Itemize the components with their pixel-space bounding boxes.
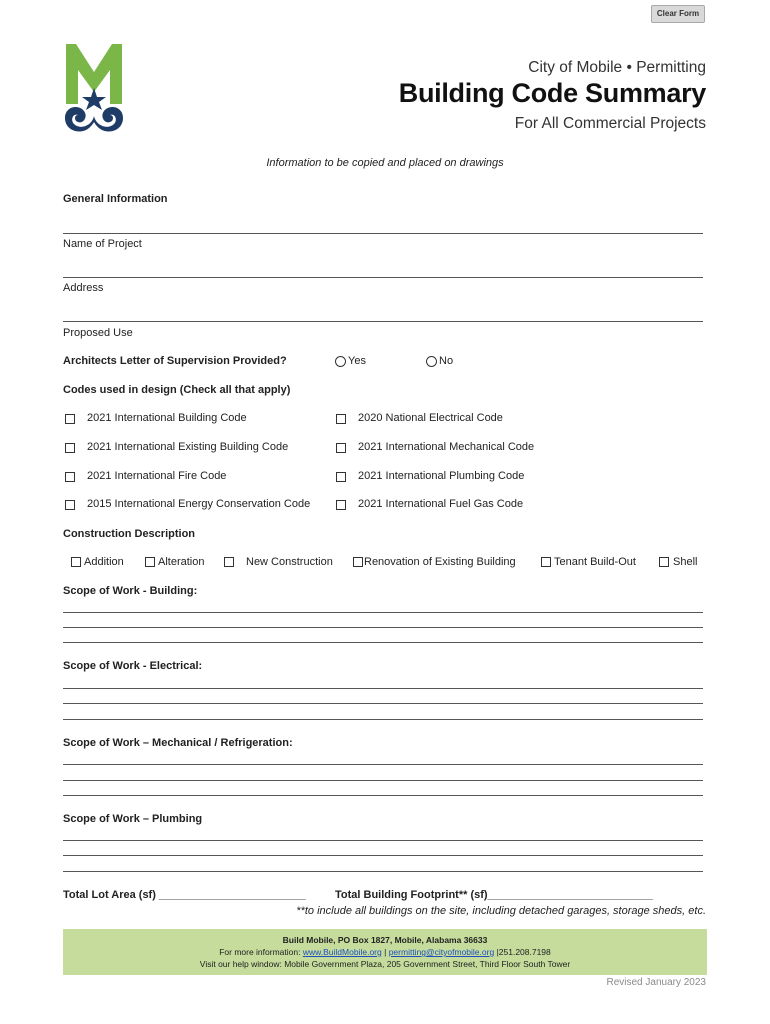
total-footprint-field[interactable]: Total Building Footprint** (sf)___________________________: [335, 889, 653, 901]
construction-addition-label: Addition: [84, 556, 124, 568]
footer-more-info: For more information:: [219, 947, 301, 957]
code-nec-checkbox[interactable]: [336, 414, 346, 424]
architect-yes-label: Yes: [348, 355, 366, 367]
scope-electrical-heading: Scope of Work - Electrical:: [63, 660, 203, 672]
general-info-heading: General Information: [63, 193, 168, 205]
code-ibc-checkbox[interactable]: [65, 414, 75, 424]
page-title: Building Code Summary: [398, 78, 706, 108]
code-iecc-label: 2015 International Energy Conservation Code: [87, 498, 311, 510]
construction-shell-label: Shell: [673, 556, 698, 568]
architect-yes-radio[interactable]: [335, 356, 346, 367]
footer-contact-line: [63, 946, 707, 958]
website-link[interactable]: www.BuildMobile.org: [302, 947, 382, 957]
revised-date: Revised January 2023: [606, 977, 706, 988]
footer-address: Build Mobile, PO Box 1827, Mobile, Alabama 36633: [282, 935, 488, 945]
footer-help-window: Visit our help window: Mobile Government Plaza, 205 Government Street, Third Floor South Tower: [199, 959, 571, 969]
code-imc-checkbox[interactable]: [336, 443, 346, 453]
footer-separator: |: [384, 947, 387, 957]
scope-mechanical-line[interactable]: [63, 764, 703, 765]
construction-alteration-label: Alteration: [158, 556, 205, 568]
scope-plumbing-line[interactable]: [63, 871, 703, 872]
scope-building-heading: Scope of Work - Building:: [63, 585, 198, 597]
footprint-note: **to include all buildings on the site, including detached garages, storage sheds, etc.: [296, 905, 706, 917]
code-iebc-checkbox[interactable]: [65, 443, 75, 453]
address-label: Address: [63, 282, 104, 294]
scope-plumbing-line[interactable]: [63, 855, 703, 856]
construction-tenant-checkbox[interactable]: [541, 557, 551, 567]
total-lot-area-field[interactable]: Total Lot Area (sf) ________________________: [63, 889, 306, 901]
scope-electrical-line[interactable]: [63, 688, 703, 689]
code-ifgc-label: 2021 International Fuel Gas Code: [358, 498, 524, 510]
project-name-field[interactable]: [63, 233, 703, 234]
info-note: Information to be copied and placed on drawings: [266, 157, 504, 169]
construction-new-checkbox[interactable]: [224, 557, 234, 567]
construction-renovation-checkbox[interactable]: [353, 557, 363, 567]
page-subtitle: For All Commercial Projects: [514, 115, 706, 132]
city-of-mobile-logo: [62, 44, 126, 136]
code-ifc-checkbox[interactable]: [65, 472, 75, 482]
scope-plumbing-heading: Scope of Work – Plumbing: [63, 813, 203, 825]
code-nec-label: 2020 National Electrical Code: [358, 412, 503, 424]
scope-building-line[interactable]: [63, 612, 703, 613]
architect-no-radio[interactable]: [426, 356, 437, 367]
construction-shell-checkbox[interactable]: [659, 557, 669, 567]
header-city: City of Mobile • Permitting: [528, 59, 706, 76]
construction-alteration-checkbox[interactable]: [145, 557, 155, 567]
scope-mechanical-heading: Scope of Work – Mechanical / Refrigeration:: [63, 737, 293, 749]
scope-electrical-line[interactable]: [63, 719, 703, 720]
construction-addition-checkbox[interactable]: [71, 557, 81, 567]
scope-electrical-line[interactable]: [63, 703, 703, 704]
construction-tenant-label: Tenant Build-Out: [554, 556, 636, 568]
code-iebc-label: 2021 International Existing Building Code: [87, 441, 289, 453]
construction-renovation-label: Renovation of Existing Building: [364, 556, 516, 568]
footer-phone: |251.208.7198: [496, 947, 551, 957]
proposed-use-label: Proposed Use: [63, 327, 133, 339]
address-field[interactable]: [63, 277, 703, 278]
construction-new-label: New Construction: [246, 556, 333, 568]
footer-contact-box: [63, 929, 707, 975]
code-ipc-label: 2021 International Plumbing Code: [358, 470, 525, 482]
code-iecc-checkbox[interactable]: [65, 500, 75, 510]
code-ifgc-checkbox[interactable]: [336, 500, 346, 510]
code-ibc-label: 2021 International Building Code: [87, 412, 247, 424]
email-link[interactable]: permitting@cityofmobile.org: [388, 947, 495, 957]
code-ifc-label: 2021 International Fire Code: [87, 470, 227, 482]
code-ipc-checkbox[interactable]: [336, 472, 346, 482]
scope-building-line[interactable]: [63, 642, 703, 643]
project-name-label: Name of Project: [63, 238, 142, 250]
architect-no-label: No: [439, 355, 454, 367]
architect-question: Architects Letter of Supervision Provided?: [63, 355, 287, 367]
construction-heading: Construction Description: [63, 528, 196, 540]
scope-mechanical-line[interactable]: [63, 795, 703, 796]
scope-building-line[interactable]: [63, 627, 703, 628]
scope-mechanical-line[interactable]: [63, 780, 703, 781]
code-imc-label: 2021 International Mechanical Code: [358, 441, 535, 453]
proposed-use-field[interactable]: [63, 321, 703, 322]
codes-heading: Codes used in design (Check all that apply): [63, 384, 291, 396]
clear-form-button[interactable]: Clear Form: [651, 5, 705, 23]
scope-plumbing-line[interactable]: [63, 840, 703, 841]
